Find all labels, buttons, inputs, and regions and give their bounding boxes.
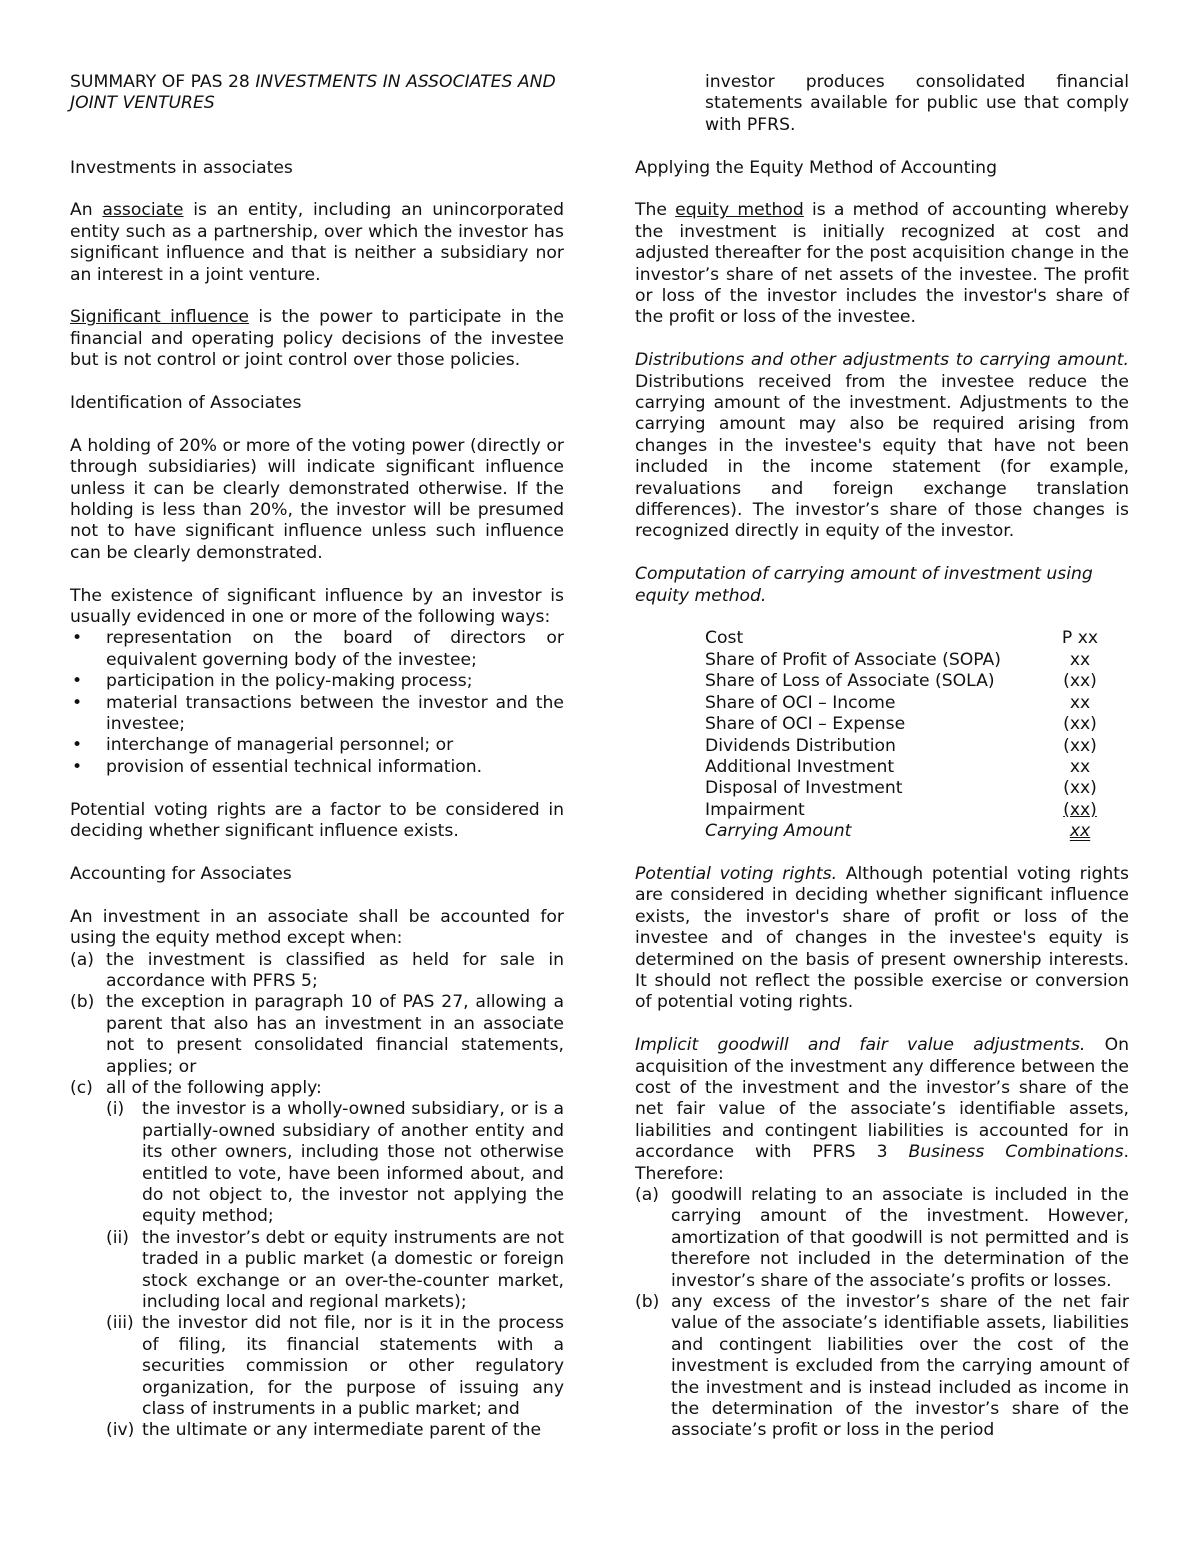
carrying-amount-total: xx <box>1069 821 1091 842</box>
list-item <box>70 628 564 671</box>
row-amount: P xx <box>1061 628 1099 649</box>
distributions-text: Distributions received from the investee reduce the carrying amount of the investment. Adjustments to the carrying amount may also be required arising from changes in the investee's equity that have not been included in the income statement (for example, revaluations and foreign exchange translation differences). The investor’s share of those changes is recognized directly in equity of the investor. <box>635 371 1129 542</box>
row-label: Additional Investment <box>705 756 895 777</box>
bullet-icon: • <box>72 628 83 649</box>
equity-pre: The <box>635 200 676 221</box>
sig-post: is the power to participate in the financial and operating policy decisions of the investee but is not control or joint control over those policies. <box>70 307 564 371</box>
row-amount: xx <box>1069 649 1091 670</box>
left-column <box>70 72 564 1442</box>
holding-paragraph: A holding of 20% or more of the voting power (directly or through subsidiaries) will indicate significant influence unless it can be clearly demonstrated otherwise. If the holding is less than 20%, the investor will be presumed not to have significant influence unless such influence can be clearly demonstrated. <box>70 435 564 563</box>
distributions-heading: Distributions and other adjustments to carrying amount. <box>635 350 1129 371</box>
row-label: Share of Profit of Associate (SOPA) <box>705 649 1002 670</box>
table-row <box>705 671 1125 692</box>
sub-item <box>106 1228 564 1314</box>
pvr-text: Although potential voting rights are considered in deciding whether significant influence exists, the investor's share of profit or loss of the investee and of changes in the investee's equity is determined on the basis of present ownership interests. It should not reflect the possible exercise or conversion of potential voting rights. <box>635 863 1129 1013</box>
list-item <box>70 693 564 736</box>
sub-marker: (ii) <box>106 1227 129 1248</box>
exception-marker: (a) <box>70 949 94 970</box>
exception-marker: (b) <box>70 992 95 1013</box>
assoc-pre: An <box>70 200 103 221</box>
goodwill-item <box>635 1292 1129 1442</box>
bullet-icon: • <box>72 756 83 777</box>
bullet-icon: • <box>72 735 83 756</box>
table-row <box>705 628 1125 649</box>
table-row <box>705 693 1125 714</box>
exception-item <box>70 1078 564 1099</box>
goodwill-item-text: goodwill relating to an associate is included in the carrying amount of the investment. However, amortization of that goodwill is not permitted and is therefore not included in the determination of the investor’s share of the associate’s profits or losses. <box>671 1185 1129 1291</box>
potential-voting-rights-paragraph <box>635 864 1129 1014</box>
potential-voting-paragraph: Potential voting rights are a factor to be considered in deciding whether significant influence exists. <box>70 799 564 842</box>
associate-definition <box>70 200 564 286</box>
impairment-amount: (xx) <box>1063 799 1097 820</box>
list-item-text: interchange of managerial personnel; or <box>106 735 454 756</box>
goodwill-standard: Business Combinations <box>908 1142 1124 1163</box>
sub-item <box>106 1313 564 1420</box>
row-amount: (xx) <box>1063 714 1097 735</box>
heading-accounting-for-associates: Accounting for Associates <box>70 863 292 884</box>
table-row <box>705 650 1125 671</box>
existence-paragraph: The existence of significant influence by an investor is usually evidenced in one or more of the following ways: <box>70 585 564 628</box>
row-label: Dividends Distribution <box>705 735 896 756</box>
goodwill-marker: (b) <box>635 1292 660 1313</box>
row-amount: (xx) <box>1063 778 1097 799</box>
list-item-text: provision of essential technical information. <box>106 756 483 777</box>
goodwill-text-2: . Therefore: <box>635 1142 1129 1184</box>
goodwill-item-text: any excess of the investor’s share of the net fair value of the associate’s identifiable assets, liabilities and contingent liabilities over the cost of the investment is excluded from the carrying amount of the investment and is instead included as income in the determination of the investor’s share of the associate’s profit or loss in the period <box>671 1292 1129 1441</box>
distributions-paragraph <box>635 350 1129 543</box>
list-item <box>70 757 564 778</box>
computation-table <box>705 628 1125 842</box>
significant-influence-definition <box>70 307 564 371</box>
sub-marker: (iv) <box>106 1420 135 1441</box>
term-associate: associate <box>102 200 184 221</box>
computation-heading: Computation of carrying amount of investment using equity method. <box>635 564 1093 606</box>
row-amount: xx <box>1069 756 1091 777</box>
table-row <box>705 714 1125 735</box>
sub-marker: (i) <box>106 1099 125 1120</box>
table-row <box>705 821 1125 842</box>
sub-marker: (iii) <box>106 1313 134 1334</box>
heading-identification: Identification of Associates <box>70 393 302 414</box>
evidence-list <box>70 628 564 778</box>
equity-post: is a method of accounting whereby the investment is initially recognized at cost and adjusted thereafter for the post acquisition change in the investor’s share of net assets of the investee. The profit or loss of the investor includes the investor's share of the profit or loss of the investee. <box>635 200 1129 328</box>
list-item-text: participation in the policy-making process; <box>106 671 473 692</box>
row-label: Disposal of Investment <box>705 778 903 799</box>
row-label-total: Carrying Amount <box>705 821 852 842</box>
exception-text: all of the following apply: <box>106 1077 322 1098</box>
table-row <box>705 736 1125 757</box>
assoc-post: is an entity, including an unincorporated entity such as a partnership, over which the investor has significant influence and that is neither a subsidiary nor an interest in a joint venture. <box>70 200 564 285</box>
exception-item <box>70 950 564 993</box>
row-amount: (xx) <box>1063 735 1097 756</box>
sub-text: the investor’s debt or equity instruments are not traded in a public market (a domestic or foreign stock exchange or an over-the-counter market, including local and regional markets); <box>142 1227 564 1312</box>
title-italic: INVESTMENTS IN ASSOCIATES AND JOINT VENTURES <box>70 72 556 114</box>
goodwill-heading: Implicit goodwill and fair value adjustments. <box>635 1035 1086 1056</box>
sub-text: the investor is a wholly-owned subsidiary, or is a partially-owned subsidiary of another entity and its other owners, including those not otherwise entitled to vote, have been informed about, and do not object to, the investor not applying the equity method; <box>142 1099 564 1227</box>
continuation-paragraph: investor produces consolidated financial statements available for public use that comply with PFRS. <box>705 72 1129 135</box>
equity-method-definition <box>635 200 1129 328</box>
table-row <box>705 778 1125 799</box>
row-amount <box>1035 800 1125 821</box>
row-label: Share of Loss of Associate (SOLA) <box>705 671 995 692</box>
list-item-text: material transactions between the investor and the investee; <box>106 692 564 735</box>
sub-item <box>106 1420 564 1441</box>
exception-marker: (c) <box>70 1077 93 1098</box>
goodwill-marker: (a) <box>635 1185 659 1206</box>
heading-investments-in-associates: Investments in associates <box>70 157 293 178</box>
table-row <box>705 757 1125 778</box>
list-item <box>70 735 564 756</box>
term-equity-method: equity method <box>675 200 804 221</box>
goodwill-paragraph <box>635 1035 1129 1185</box>
row-label: Cost <box>705 628 744 649</box>
row-label: Share of OCI – Income <box>705 692 896 713</box>
list-item <box>70 671 564 692</box>
exception-item <box>70 992 564 1078</box>
accounting-intro: An investment in an associate shall be accounted for using the equity method except when: <box>70 906 564 949</box>
row-amount: (xx) <box>1063 671 1097 692</box>
bullet-icon: • <box>72 671 83 692</box>
right-column <box>635 72 1129 1442</box>
heading-equity-method: Applying the Equity Method of Accounting <box>635 157 997 178</box>
table-row <box>705 800 1125 821</box>
sub-text: the ultimate or any intermediate parent of the <box>142 1420 542 1441</box>
term-significant-influence: Significant influence <box>70 307 249 328</box>
row-amount <box>1035 821 1125 842</box>
goodwill-text: On acquisition of the investment any difference between the cost of the investment and the investor’s share of the net fair value of the associate’s identifiable assets, liabilities and contingent liabilities is accounted for in accordance with PFRS 3 <box>635 1035 1129 1163</box>
sub-text: the investor did not file, nor is it in the process of filing, its financial statements with a securities commission or other regulatory organization, for the purpose of issuing any class of instruments in a public market; and <box>142 1313 564 1420</box>
row-label: Impairment <box>705 799 805 820</box>
row-label: Share of OCI – Expense <box>705 714 906 735</box>
list-item-text: representation on the board of directors or equivalent governing body of the investee; <box>106 628 564 670</box>
sub-item <box>106 1099 564 1227</box>
row-amount: xx <box>1069 692 1091 713</box>
title-plain: SUMMARY OF PAS 28 <box>70 72 256 92</box>
exception-text: the investment is classified as held for sale in accordance with PFRS 5; <box>106 949 564 991</box>
pvr-heading: Potential voting rights. <box>635 863 838 884</box>
goodwill-item <box>635 1185 1129 1292</box>
bullet-icon: • <box>72 692 83 713</box>
document-title <box>70 72 564 115</box>
exception-text: the exception in paragraph 10 of PAS 27, allowing a parent that also has an investment in an associate not to present consolidated financial statements, applies; or <box>106 992 564 1077</box>
